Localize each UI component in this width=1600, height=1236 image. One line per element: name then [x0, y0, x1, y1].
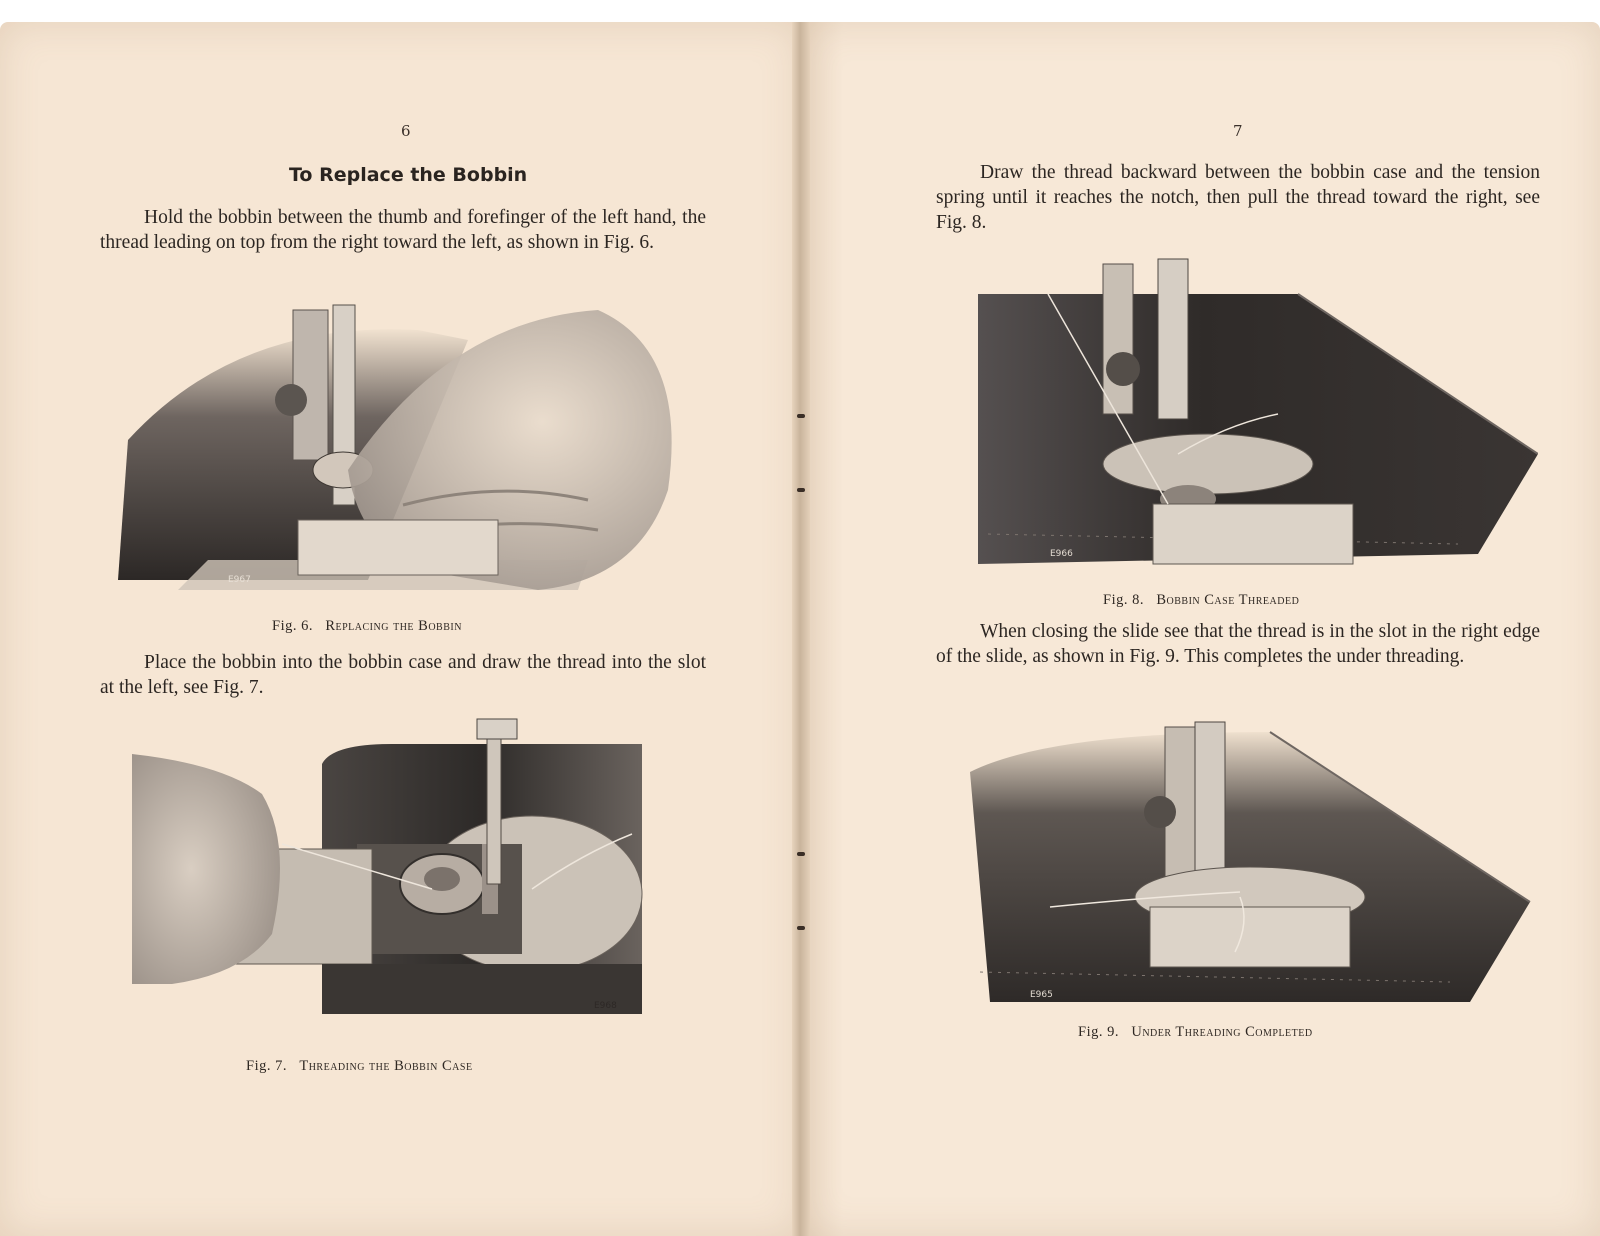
paragraph-hold-bobbin: Hold the bobbin between the thumb and forefinger of the left hand, the thread leading on top from the right toward the left, as shown in Fig. 6.	[100, 207, 706, 253]
figure-8-image	[978, 254, 1538, 574]
binding-staple	[797, 414, 805, 418]
book-gutter	[792, 22, 810, 1236]
figure-6-image	[118, 290, 688, 590]
figure-6-caption-title: Replacing the Bobbin	[325, 618, 462, 634]
figure-8-caption-number: Fig. 8.	[1103, 592, 1144, 608]
paragraph-closing-slide: When closing the slide see that the thread is in the slot in the right edge of the slide, as shown in Fig. 9. This completes the under threading.	[936, 621, 1540, 667]
section-heading: To Replace the Bobbin	[289, 164, 528, 186]
figure-8-caption	[1103, 592, 1299, 609]
figure-7-caption-number: Fig. 7.	[246, 1058, 287, 1074]
figure-7-image	[132, 714, 652, 1034]
figure-9-plate-code: E965	[1030, 990, 1053, 1000]
figure-6-caption-number: Fig. 6.	[272, 618, 313, 634]
figure-7-plate-code: E968	[594, 1001, 617, 1011]
figure-6-caption	[272, 618, 462, 635]
figure-7-caption	[246, 1058, 473, 1075]
binding-staple	[797, 488, 805, 492]
figure-9-image	[950, 712, 1540, 1022]
figure-9-caption-number: Fig. 9.	[1078, 1024, 1119, 1040]
figure-8-caption-title: Bobbin Case Threaded	[1156, 592, 1300, 608]
binding-staple	[797, 852, 805, 856]
binding-staple	[797, 926, 805, 930]
booklet-spread	[0, 22, 1600, 1236]
paragraph-draw-thread: Draw the thread backward between the bobbin case and the tension spring until it reaches the notch, then pull the thread toward the right, see Fig. 8.	[936, 162, 1540, 233]
figure-7-caption-title: Threading the Bobbin Case	[299, 1058, 473, 1074]
page-number-right: 7	[1233, 122, 1243, 140]
paragraph-place-bobbin: Place the bobbin into the bobbin case and draw the thread into the slot at the left, see Fig. 7.	[100, 652, 706, 698]
figure-6-plate-code: E967	[228, 575, 251, 585]
figure-8-plate-code: E966	[1050, 549, 1073, 559]
figure-9-caption-title: Under Threading Completed	[1131, 1024, 1313, 1040]
figure-9-caption	[1078, 1024, 1313, 1041]
page-number-left: 6	[401, 122, 411, 140]
